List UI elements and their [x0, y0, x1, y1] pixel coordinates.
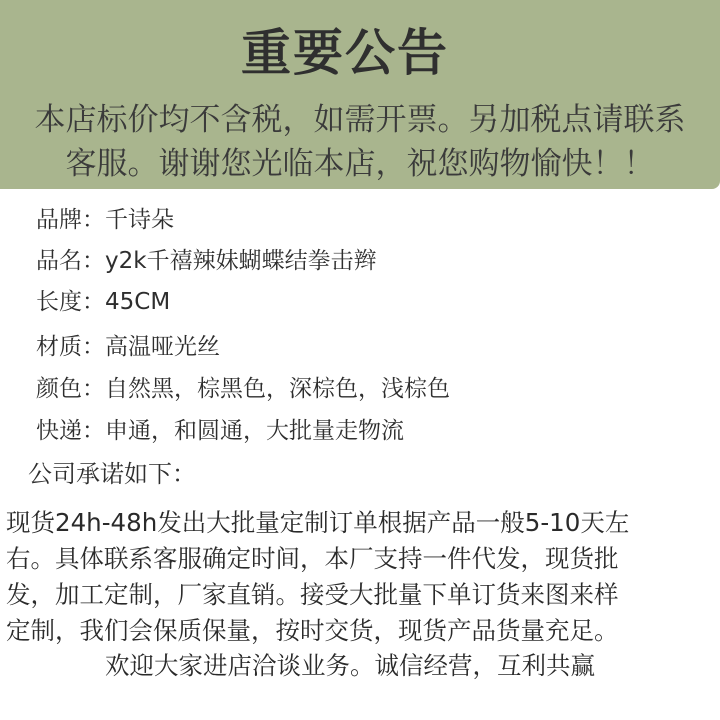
spec-brand: 品牌：千诗朵 [36, 207, 174, 233]
promise-line-4: 定制，我们会保质保量，按时交货，现货产品货量充足。 [6, 616, 619, 645]
notice-banner [0, 0, 720, 189]
banner-notice-line-2: 客服。谢谢您光临本店，祝您购物愉快！！ [65, 146, 655, 182]
promise-line-1: 现货24h-48h发出大批量定制订单根据产品一般5-10天左 [6, 508, 630, 537]
spec-length: 长度：45CM [36, 289, 171, 315]
spec-color: 颜色：自然黑，棕黑色，深棕色，浅棕色 [36, 376, 450, 402]
banner-notice-line-1: 本店标价均不含税，如需开票。另加税点请联系 [34, 102, 686, 138]
promise-line-3: 发，加工定制，厂家直销。接受大批量下单订货来图来样 [6, 580, 619, 609]
promise-heading: 公司承诺如下： [28, 460, 196, 488]
banner-title: 重要公告 [241, 24, 449, 82]
promise-line-2: 右。具体联系客服确定时间，本厂支持一件代发，现货批 [6, 544, 619, 573]
spec-material: 材质：高温哑光丝 [36, 334, 220, 360]
closing-line: 欢迎大家进店洽谈业务。诚信经营，互利共赢 [105, 651, 595, 680]
spec-product-name: 品名：y2k千禧辣妹蝴蝶结拳击辫 [36, 248, 377, 274]
spec-shipping: 快递：申通，和圆通，大批量走物流 [36, 418, 404, 444]
